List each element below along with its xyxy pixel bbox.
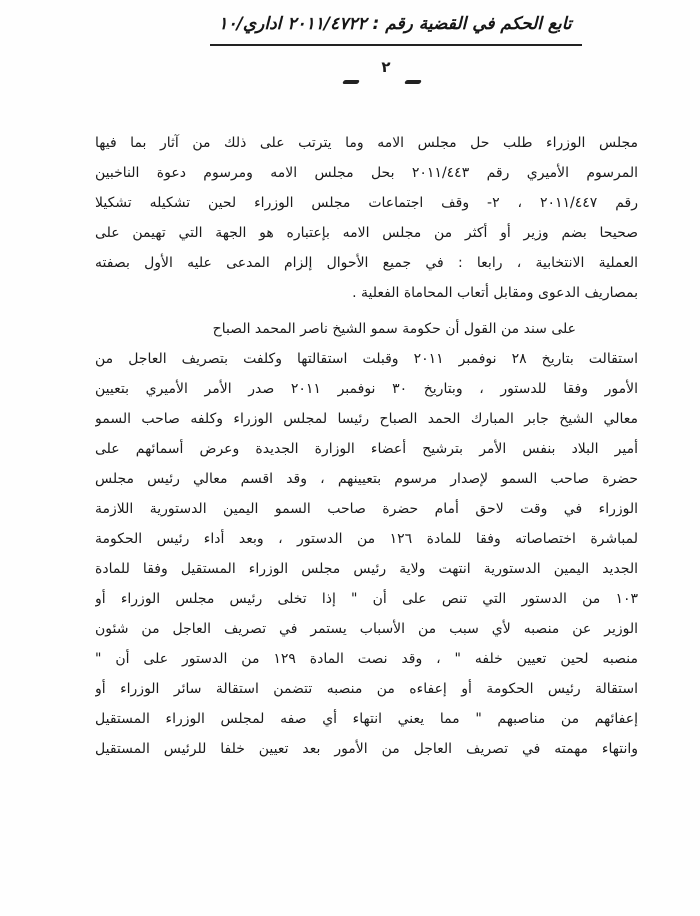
text-line: استقالة رئيس الحكومة أو إعفاءه من منصبه تتضمن استقالة سائر الوزراء أو	[95, 681, 638, 697]
page-number-left-dash	[342, 80, 360, 84]
page-number: ٢	[381, 58, 391, 76]
text-line: أمير البلاد بنفس الأمر بترشيح أعضاء الوزارة الجديدة وعرض أسمائهم على	[95, 441, 638, 457]
text-line: الوزراء في وقت لاحق أمام حضرة صاحب السمو اليمين الدستورية اللازمة	[95, 501, 638, 517]
text-line: الوزير عن منصبه لأي سبب من الأسباب يستمر في تصريف العاجل من شئون	[95, 621, 638, 637]
text-line: بمصاريف الدعوى ومقابل أتعاب المحاماة الفعلية .	[352, 285, 638, 301]
text-line: على سند من القول أن حكومة سمو الشيخ ناصر المحمد الصباح	[212, 321, 576, 337]
text-line: ١٠٣ من الدستور التي تنص على أن " إذا تخلى رئيس مجلس الوزراء أو	[95, 591, 638, 607]
text-line: حضرة صاحب السمو لإصدار مرسوم بتعيينهم ، وقد اقسم معالي رئيس مجلس	[95, 471, 638, 487]
text-line: الأمور وفقا للدستور ، وبتاريخ ٣٠ نوفمبر ٢٠١١ صدر الأمر الأميري بتعيين	[95, 381, 638, 397]
document-body	[95, 128, 638, 764]
text-line: الجديد اليمين الدستورية انتهت ولاية رئيس مجلس الوزراء المستقيل وفقا للمادة	[95, 561, 638, 577]
text-line: صحيحا بضم وزير أو أكثر من مجلس الامه بإعتباره هو الجهة التي تهيمن على	[95, 225, 638, 241]
text-line: رقم ٢٠١١/٤٤٧ ، ٢- وقف اجتماعات مجلس الوزراء لحين تشكيله تشكيلا	[95, 195, 638, 211]
page-number-right-dash	[404, 80, 422, 84]
text-line: العملية الانتخابية ، رابعا : في جميع الأحوال إلزام المدعى عليه الأول بصفته	[95, 255, 638, 271]
text-line: إعفائهم من مناصبهم " مما يعني انتهاء أي صفه لمجلس الوزراء المستقيل	[95, 711, 638, 727]
text-line: وانتهاء مهمته في تصريف العاجل من الأمور بعد تعيين خلفا للرئيس المستقيل	[95, 741, 638, 757]
text-line: استقالت بتاريخ ٢٨ نوفمبر ٢٠١١ وقبلت استقالتها وكلفت بتصريف العاجل من	[95, 351, 638, 367]
text-line: منصبه لحين تعيين خلفه " ، وقد نصت المادة ١٢٩ من الدستور على أن "	[95, 651, 638, 667]
text-line: لمباشرة اختصاصاته وفقا للمادة ١٢٦ من الدستور ، وبعد أداء رئيس الحكومة	[95, 531, 638, 547]
header-underline	[210, 44, 582, 46]
text-line: مجلس الوزراء طلب حل مجلس الامه وما يترتب على ذلك من آثار بما فيها	[95, 135, 638, 151]
text-line: معالي الشيخ جابر المبارك الحمد الصباح رئيسا لمجلس الوزراء وكلفه صاحب السمو	[95, 411, 638, 427]
case-header: تابع الحكم في القضية رقم : ٢٠١١/٤٧٢٢ اداري/١٠	[218, 14, 572, 34]
text-line: المرسوم الأميري رقم ٢٠١١/٤٤٣ بحل مجلس الامه ومرسوم دعوة الناخبين	[95, 165, 638, 181]
